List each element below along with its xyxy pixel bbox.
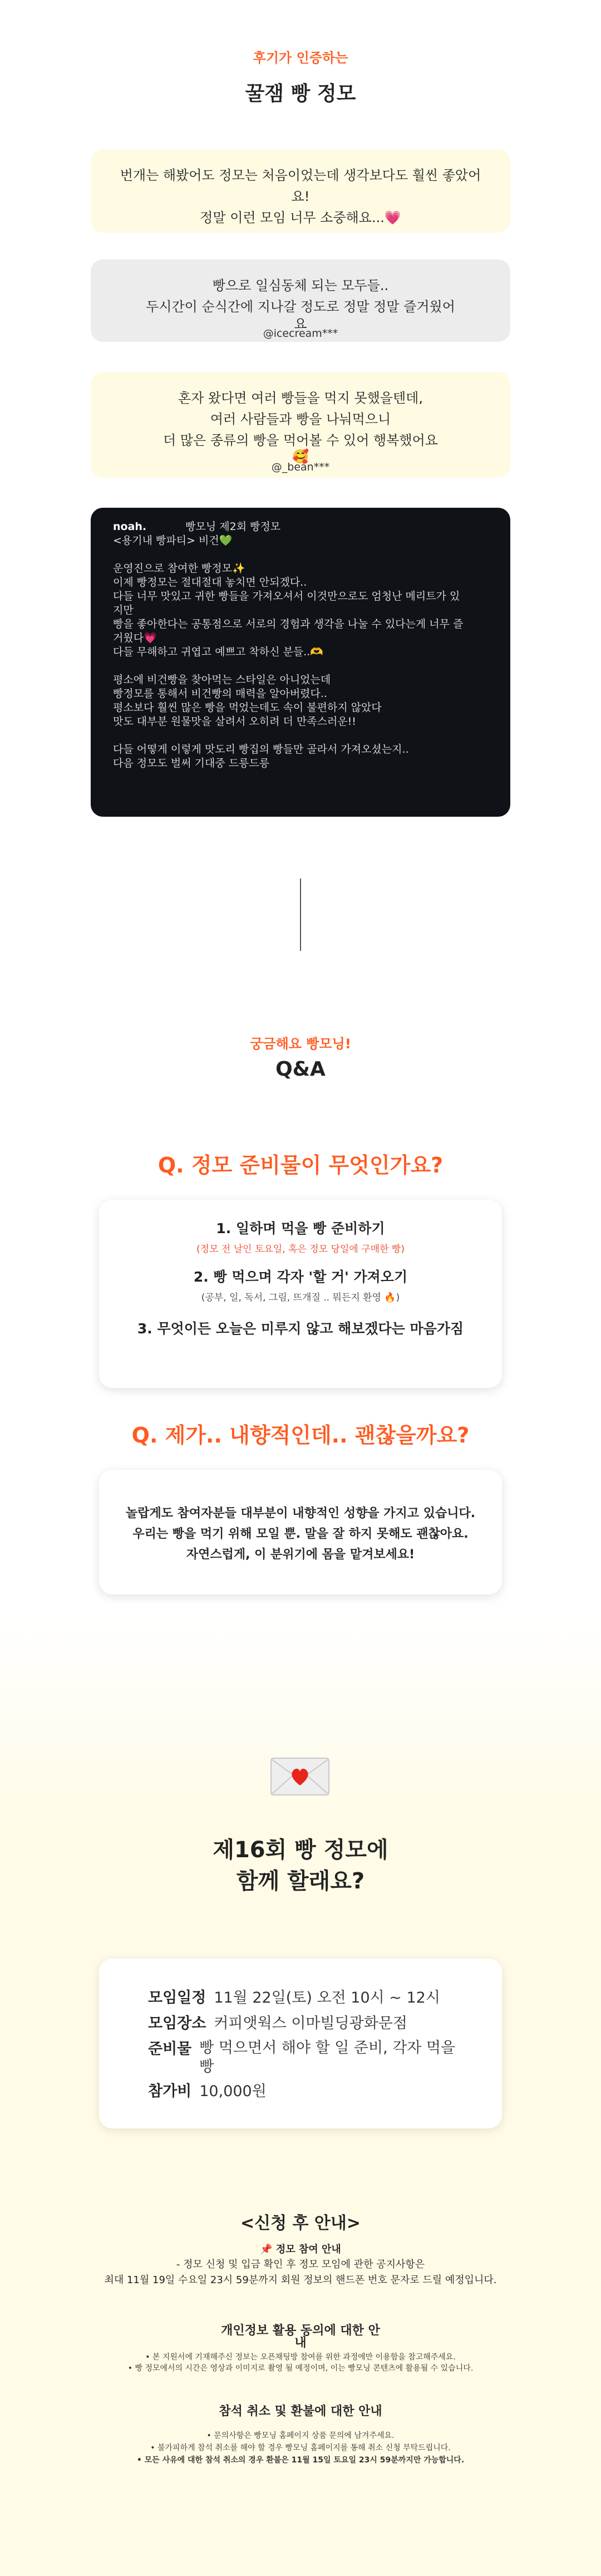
chat-header-title: 빵모닝 제2회 빵정모 [185, 521, 281, 533]
qa-title: Q&A [275, 1058, 326, 1081]
event-info-card [99, 1959, 502, 2128]
answer-text: 놀랍게도 참여자분들 대부분이 내향적인 성향을 가지고 있습니다. [125, 1507, 476, 1520]
review-author: @_bean*** [271, 461, 330, 473]
answer-note: (공부, 일, 독서, 그림, 뜨개질 .. 뭐든지 환영 🔥) [201, 1292, 400, 1303]
review-text: 요! [291, 189, 310, 204]
review-card [91, 372, 510, 478]
refund-bullet: • 모든 사유에 대한 참석 취소의 경우 환불은 11월 15일 토요일 23시 59분까지만 가능합니다. [136, 2456, 465, 2465]
chat-nickname: noah. [113, 521, 147, 533]
review-text: 요 [294, 316, 307, 332]
info-key: 참가비 [148, 2083, 192, 2100]
review-emoji: 🥰 [292, 449, 309, 464]
reviews-eyebrow: 후기가 인증하는 [253, 50, 348, 66]
event-title-line: 함께 할래요? [236, 1868, 365, 1894]
info-key: 준비물 [148, 2040, 192, 2058]
chat-review-header [113, 520, 488, 534]
info-value: 커피앳웍스 이마빌딩광화문점 [214, 2015, 407, 2032]
answer-note: (정모 전 날인 토요일, 혹은 정모 당일에 구매한 빵) [196, 1244, 405, 1255]
info-row-location [148, 2013, 460, 2034]
event-title [0, 1834, 601, 1897]
info-value: 10,000원 [199, 2083, 267, 2100]
refund-bullet: • 불가피하게 참석 취소를 해야 할 경우 빵모닝 홈페이지를 통해 취소 신청 부탁드립니다. [150, 2443, 451, 2452]
privacy-title [0, 2325, 601, 2349]
info-key: 모임장소 [148, 2015, 206, 2032]
review-card [91, 259, 510, 342]
info-value: 빵 먹으면서 해야 할 일 준비, 각자 먹을 빵 [199, 2039, 456, 2075]
answer-text: 자연스럽게, 이 분위기에 몸을 맡겨보세요! [186, 1548, 415, 1562]
answer-item: 1. 일하며 먹을 빵 준비하기 [216, 1220, 385, 1237]
info-row-schedule [148, 1988, 460, 2009]
review-text: 정말 이런 모임 너무 소중해요...💗 [200, 210, 401, 225]
review-author: @icecream*** [263, 327, 338, 340]
after-subtitle: 📌 정모 참여 안내 [260, 2244, 341, 2255]
question-title: Q. 제가.. 내향적인데.. 괜찮을까요? [131, 1423, 470, 1448]
privacy-title-line: 내 [294, 2336, 307, 2350]
vertical-divider [300, 879, 301, 951]
refund-bullet: • 문의사항은 빵모닝 홈페이지 상품 문의에 남겨주세요. [206, 2431, 395, 2440]
reviews-title: 꿀잼 빵 정모 [245, 82, 356, 105]
answer-item: 2. 빵 먹으며 각자 '할 거' 가져오기 [193, 1269, 408, 1285]
privacy-notes [0, 2352, 601, 2374]
answer-card [99, 1200, 502, 1388]
review-text: 두시간이 순식간에 지나갈 정도로 정말 정말 즐거웠어 [146, 299, 455, 315]
refund-title: 참석 취소 및 환불에 대한 안내 [219, 2405, 382, 2418]
privacy-bullet: • 본 지원서에 기재해주신 정보는 오픈채팅방 참여를 위한 과정에만 이용함을 참고해주세요. [145, 2353, 456, 2362]
event-title-line: 제16회 빵 정모에 [213, 1837, 388, 1863]
review-text: 혼자 왔다면 여러 빵들을 먹지 못했을텐데, [178, 390, 423, 406]
question-title: Q. 정모 준비물이 무엇인가요? [157, 1153, 444, 1177]
review-text: 빵으로 일심동체 되는 모두들.. [212, 278, 389, 293]
privacy-title-line: 개인정보 활용 동의에 대한 안 [221, 2324, 380, 2338]
info-row-fee [148, 2081, 460, 2102]
after-line: 최대 11월 19일 수요일 23시 59분까지 회원 정보의 핸드폰 번호 문자로 드릴 예정입니다. [104, 2274, 497, 2286]
info-key: 모임일정 [148, 1989, 206, 2006]
review-text: 더 많은 종류의 빵을 먹어볼 수 있어 행복했어요 [163, 433, 438, 448]
info-row-supplies [148, 2039, 460, 2077]
info-value: 11월 22일(토) 오전 10시 ~ 12시 [214, 1989, 440, 2006]
after-line: - 정모 신청 및 입금 확인 후 정모 모임에 관한 공지사항은 [176, 2259, 425, 2270]
after-notice [0, 2257, 601, 2288]
qa-eyebrow: 궁금해요 빵모닝! [250, 1036, 351, 1052]
answer-text: 우리는 빵을 먹기 위해 모일 뿐. 말을 잘 하지 못해도 괜찮아요. [132, 1527, 469, 1541]
refund-notes [0, 2430, 601, 2466]
after-title: <신청 후 안내> [240, 2214, 361, 2233]
review-card [91, 149, 510, 233]
answer-item: 3. 무엇이든 오늘은 미루지 않고 해보겠다는 마음가짐 [137, 1321, 464, 1337]
review-text: 번개는 해봤어도 정모는 처음이었는데 생각보다도 훨씬 좋았어 [120, 168, 481, 183]
privacy-bullet: • 빵 정모에서의 시간은 영상과 이미지로 촬영 될 예정이며, 이는 빵모닝 콘텐츠에 활용될 수 있습니다. [127, 2364, 474, 2373]
chat-review-card [91, 508, 510, 817]
chat-review-body: <용기내 빵파티> 비건💚 운영진으로 참여한 빵정모✨ 이제 빵정모는 절대절대 놓치면 안되겠다.. 다들 너무 맛있고 귀한 빵들을 가져오셔서 이것만으로도 엄청난 메리트가 있 지만 빵을 좋아한다는 공통점으로 서로의 경험과 생각을 나눌 수 있다는게 너무 즐 거웠다💗 다들 무해하고 귀엽고 예쁘고 착하신 분들..🫶 평소에 비건빵을 찾아먹는 스타일은 아니었는데 빵정모를 통해서 비건빵의 매력을 알아버렸다.. 평소보다 훨씬 많은 빵을 먹었는데도 속이 불편하지 않았다 맛도 대부분 원물맛을 살려서 오히려 더 만족스러운!! 다들 어떻게 이렇게 맛도리 빵집의 빵들만 골라서 가져오셨는지.. 다음 정모도 벌써 기대중 드릉드릉 [113, 534, 464, 769]
envelope-heart-icon [270, 1758, 329, 1795]
review-text: 여러 사람들과 빵을 나눠먹으니 [210, 411, 391, 427]
answer-card [99, 1470, 502, 1594]
